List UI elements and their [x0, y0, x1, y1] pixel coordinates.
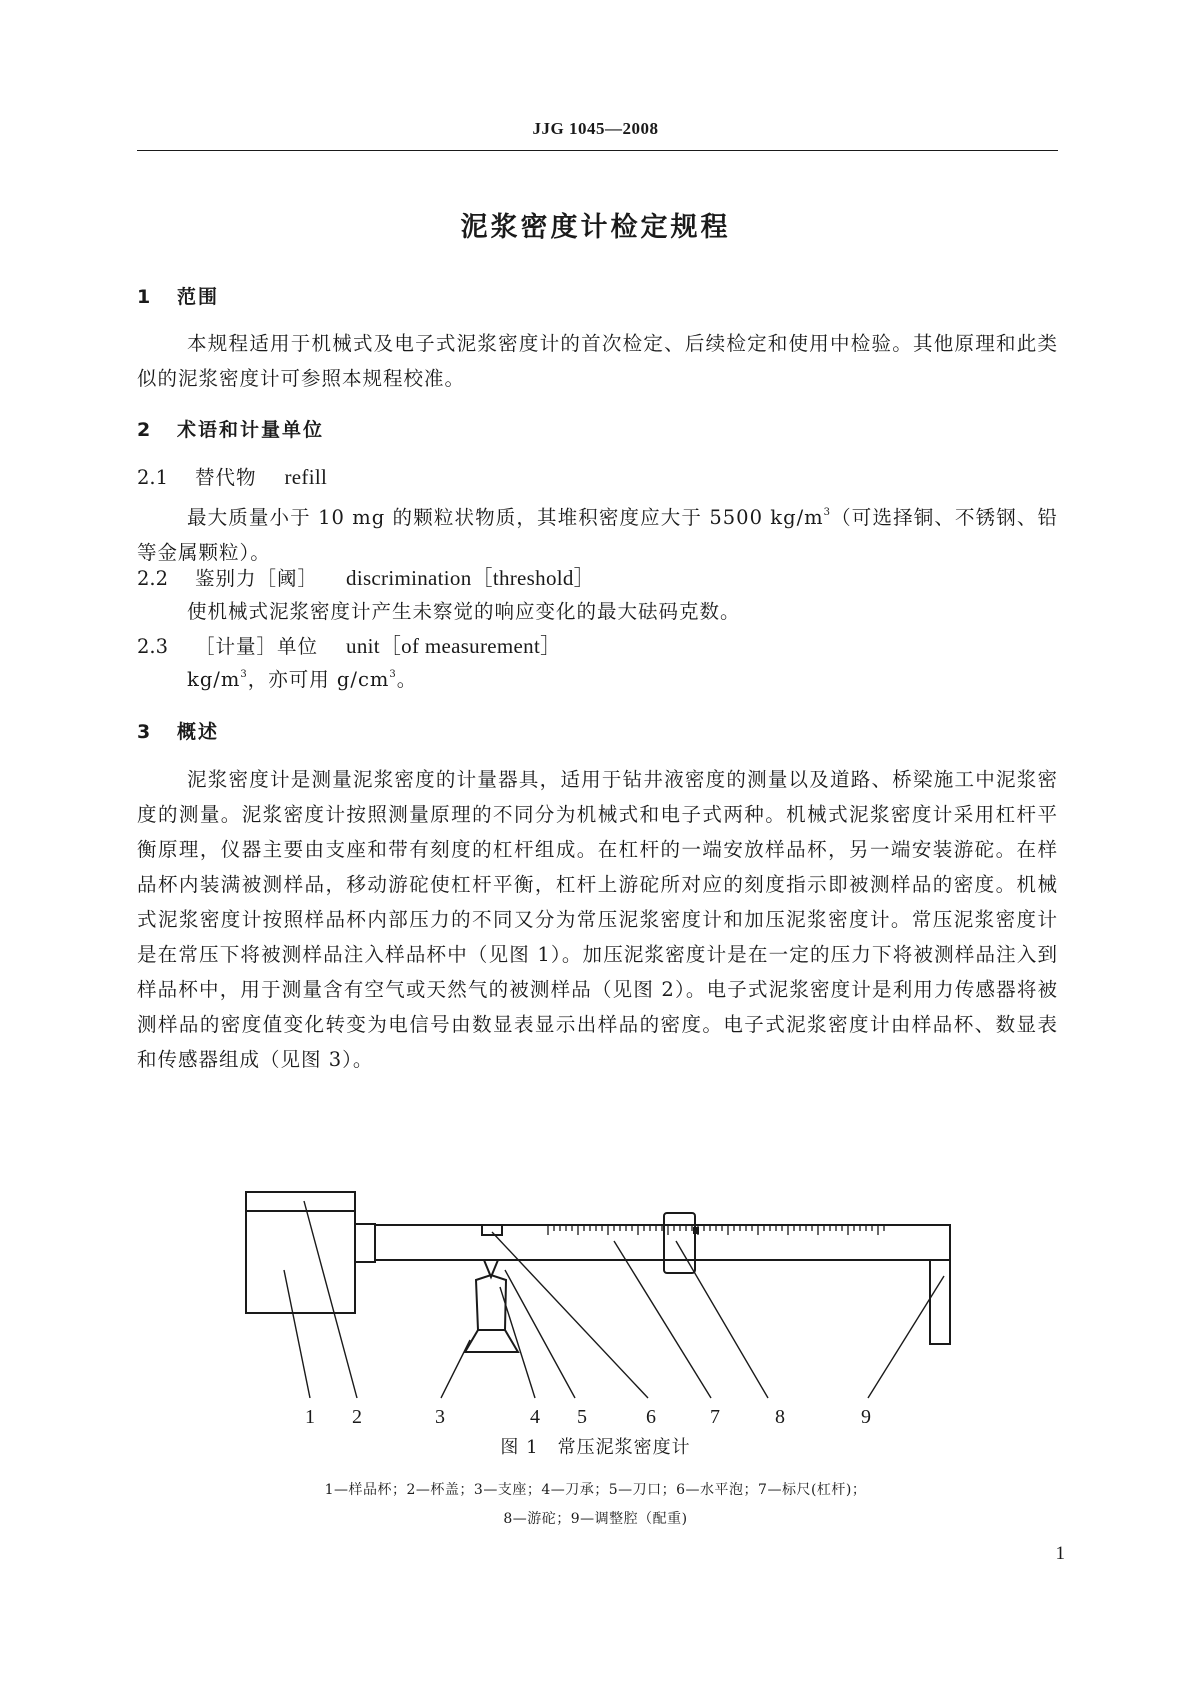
term-unit	[137, 630, 561, 660]
term-english: refill	[284, 465, 328, 489]
term-definition-discrimination: 使机械式泥浆密度计产生未察觉的响应变化的最大砝码克数。	[187, 600, 741, 623]
term-english: discrimination［threshold］	[346, 566, 595, 590]
section-number: 1	[137, 286, 151, 308]
header-rule	[137, 150, 1058, 151]
mud-balance-diagram	[0, 1180, 1191, 1425]
figure-label-9: 9	[861, 1406, 871, 1425]
section-number: 2	[137, 419, 151, 441]
section-heading-terms	[137, 415, 324, 442]
term-definition-refill	[137, 495, 1058, 570]
term-number: 2.1	[137, 466, 169, 489]
section-title: 范围	[177, 286, 220, 308]
figure-label-3: 3	[435, 1406, 445, 1425]
superscript: 3	[389, 669, 397, 680]
standard-code: JJG 1045—2008	[532, 119, 659, 138]
section-title: 概述	[177, 721, 220, 743]
figure-label-4: 4	[530, 1406, 540, 1425]
section-title: 术语和计量单位	[177, 419, 325, 441]
definition-text: ，亦可用 g/cm	[247, 668, 390, 691]
superscript: 3	[240, 669, 248, 680]
document-title: 泥浆密度计检定规程	[460, 212, 731, 243]
overview-paragraph: 泥浆密度计是测量泥浆密度的计量器具，适用于钻井液密度的测量以及道路、桥梁施工中泥浆密度的测量。泥浆密度计按照测量原理的不同分为机械式和电子式两种。机械式泥浆密度计采用杠杆平衡原理，仪器主要由支座和带有刻度的杠杆组成。在杠杆的一端安放样品杯，另一端安装游砣。在样品杯内装满被测样品，移动游砣使杠杆平衡，杠杆上游砣所对应的刻度指示即被测样品的密度。机械式泥浆密度计按照样品杯内部压力的不同又分为常压泥浆密度计和加压泥浆密度计。常压泥浆密度计是在常压下将被测样品注入样品杯中（见图 1）。加压泥浆密度计是在一定的压力下将被测样品注入到样品杯中，用于测量含有空气或天然气的被测样品（见图 2）。电子式泥浆密度计是利用力传感器将被测样品的密度值变化转变为电信号由数显表显示出样品的密度。电子式泥浆密度计由样品杯、数显表和传感器组成（见图 3）。	[137, 768, 1058, 1071]
term-chinese: ［计量］单位	[195, 635, 319, 658]
term-definition-unit	[187, 664, 417, 692]
section-heading-overview	[137, 717, 219, 744]
counterweight-chamber-shape	[930, 1260, 950, 1344]
scope-paragraph: 本规程适用于机械式及电子式泥浆密度计的首次检定、后续检定和使用中检验。其他原理和此类似的泥浆密度计可参照本规程校准。	[137, 332, 1058, 390]
figure-caption: 图 1 常压泥浆密度计	[500, 1437, 691, 1458]
term-number: 2.2	[137, 567, 169, 590]
figure-label-6: 6	[646, 1406, 656, 1425]
term-number: 2.3	[137, 635, 169, 658]
term-refill	[137, 462, 327, 490]
figure-label-8: 8	[775, 1406, 785, 1425]
definition-text: kg/m	[187, 668, 241, 691]
figure-label-5: 5	[577, 1406, 587, 1425]
figure-label-2: 2	[352, 1406, 362, 1425]
term-english: unit［of measurement］	[346, 634, 562, 658]
superscript: 3	[823, 507, 832, 518]
section-heading-scope	[137, 282, 219, 309]
figure-legend-line-2: 8—游砣；9—调整腔（配重)	[503, 1511, 688, 1527]
rider-shape	[664, 1213, 695, 1273]
section-number: 3	[137, 721, 151, 743]
page-number: 1	[1055, 1543, 1065, 1564]
figure-legend-line-1: 1—样品杯；2—杯盖；3—支座；4—刀承；5—刀口；6—水平泡；7—标尺(杠杆)；	[324, 1482, 867, 1498]
definition-text: 。	[396, 668, 418, 691]
term-chinese: 鉴别力［阈］	[195, 567, 319, 590]
definition-text: 最大质量小于 10 mg 的颗粒状物质，其堆积密度应大于 5500 kg/m	[187, 506, 824, 529]
scale-ticks	[548, 1225, 884, 1235]
term-chinese: 替代物	[195, 466, 257, 489]
definition-text: （可选择铜、不锈钢、铅等金属颗粒）。	[137, 506, 1058, 564]
figure-label-1: 1	[305, 1406, 315, 1425]
term-discrimination	[137, 562, 595, 592]
figure-label-7: 7	[710, 1406, 720, 1425]
